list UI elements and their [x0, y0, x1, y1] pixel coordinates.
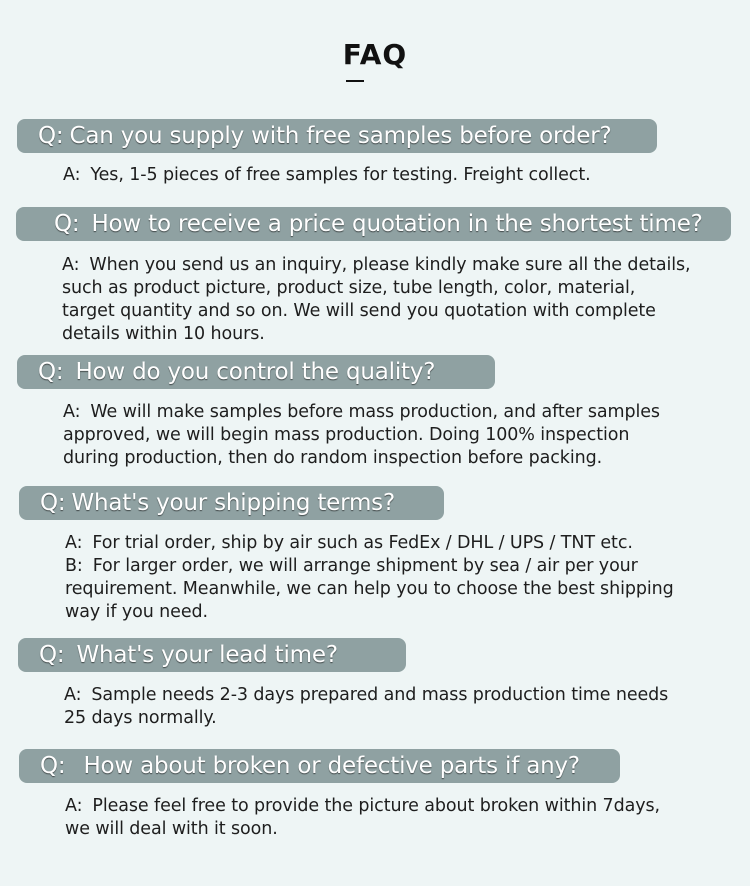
- question-text: Can you supply with free samples before order?: [69, 123, 612, 149]
- question-text: What's your lead time?: [76, 642, 338, 668]
- faq-answer-4: [65, 532, 674, 624]
- answer-line: [65, 532, 674, 555]
- answer-text: We will make samples before mass production, and after samples: [90, 402, 660, 422]
- question-prefix: Q:: [38, 359, 64, 385]
- answer-prefix: A:: [65, 533, 83, 553]
- answer-line: 25 days normally.: [64, 708, 217, 728]
- answer-line: [65, 555, 674, 578]
- answer-text: Please feel free to provide the picture about broken within 7days,: [92, 796, 660, 816]
- title-underline: [346, 80, 364, 82]
- question-prefix: Q:: [54, 211, 80, 237]
- answer-prefix: A:: [63, 402, 81, 422]
- question-text: How do you control the quality?: [75, 359, 436, 385]
- answer-line: [62, 254, 691, 277]
- faq-question-5: [18, 638, 406, 672]
- answer-line: approved, we will begin mass production. Doing 100% inspection: [63, 425, 630, 445]
- faq-answer-5: [64, 684, 668, 730]
- answer-text: For trial order, ship by air such as FedEx / DHL / UPS / TNT etc.: [92, 533, 633, 553]
- faq-question-1: [17, 119, 657, 153]
- answer-line: [64, 684, 668, 707]
- answer-text: Sample needs 2-3 days prepared and mass production time needs: [91, 685, 669, 705]
- question-prefix: Q:: [38, 123, 64, 149]
- question-prefix: Q:: [40, 490, 66, 516]
- answer-line: requirement. Meanwhile, we can help you to choose the best shipping: [65, 579, 674, 599]
- answer-prefix: A:: [65, 796, 83, 816]
- answer-line: [65, 795, 660, 818]
- page-title: FAQ: [342, 38, 408, 71]
- answer-text: When you send us an inquiry, please kindly make sure all the details,: [89, 255, 691, 275]
- question-text: What's your shipping terms?: [71, 490, 395, 516]
- question-text: How to receive a price quotation in the shortest time?: [91, 211, 703, 237]
- answer-line: [63, 401, 660, 424]
- faq-answer-6: [65, 795, 660, 841]
- question-prefix: Q:: [39, 642, 65, 668]
- answer-line: during production, then do random inspection before packing.: [63, 448, 603, 468]
- question-text: How about broken or defective parts if any?: [83, 753, 580, 779]
- answer-line: way if you need.: [65, 602, 208, 622]
- answer-prefix: A:: [64, 685, 82, 705]
- answer-line: [63, 164, 591, 187]
- answer-b-prefix: B:: [65, 556, 83, 576]
- answer-line: details within 10 hours.: [62, 324, 265, 344]
- question-prefix: Q:: [40, 753, 66, 779]
- answer-text: For larger order, we will arrange shipment by sea / air per your: [92, 556, 638, 576]
- faq-answer-1: [63, 164, 591, 187]
- faq-answer-2: [62, 254, 691, 346]
- answer-text: Yes, 1-5 pieces of free samples for testing. Freight collect.: [90, 165, 591, 185]
- faq-question-6: [19, 749, 620, 783]
- faq-answer-3: [63, 401, 660, 470]
- answer-prefix: A:: [63, 165, 81, 185]
- answer-prefix: A:: [62, 255, 80, 275]
- answer-line: such as product picture, product size, tube length, color, material,: [62, 278, 636, 298]
- faq-question-2: [16, 207, 731, 241]
- faq-question-4: [19, 486, 444, 520]
- answer-line: target quantity and so on. We will send you quotation with complete: [62, 301, 656, 321]
- faq-question-3: [17, 355, 495, 389]
- answer-line: we will deal with it soon.: [65, 819, 278, 839]
